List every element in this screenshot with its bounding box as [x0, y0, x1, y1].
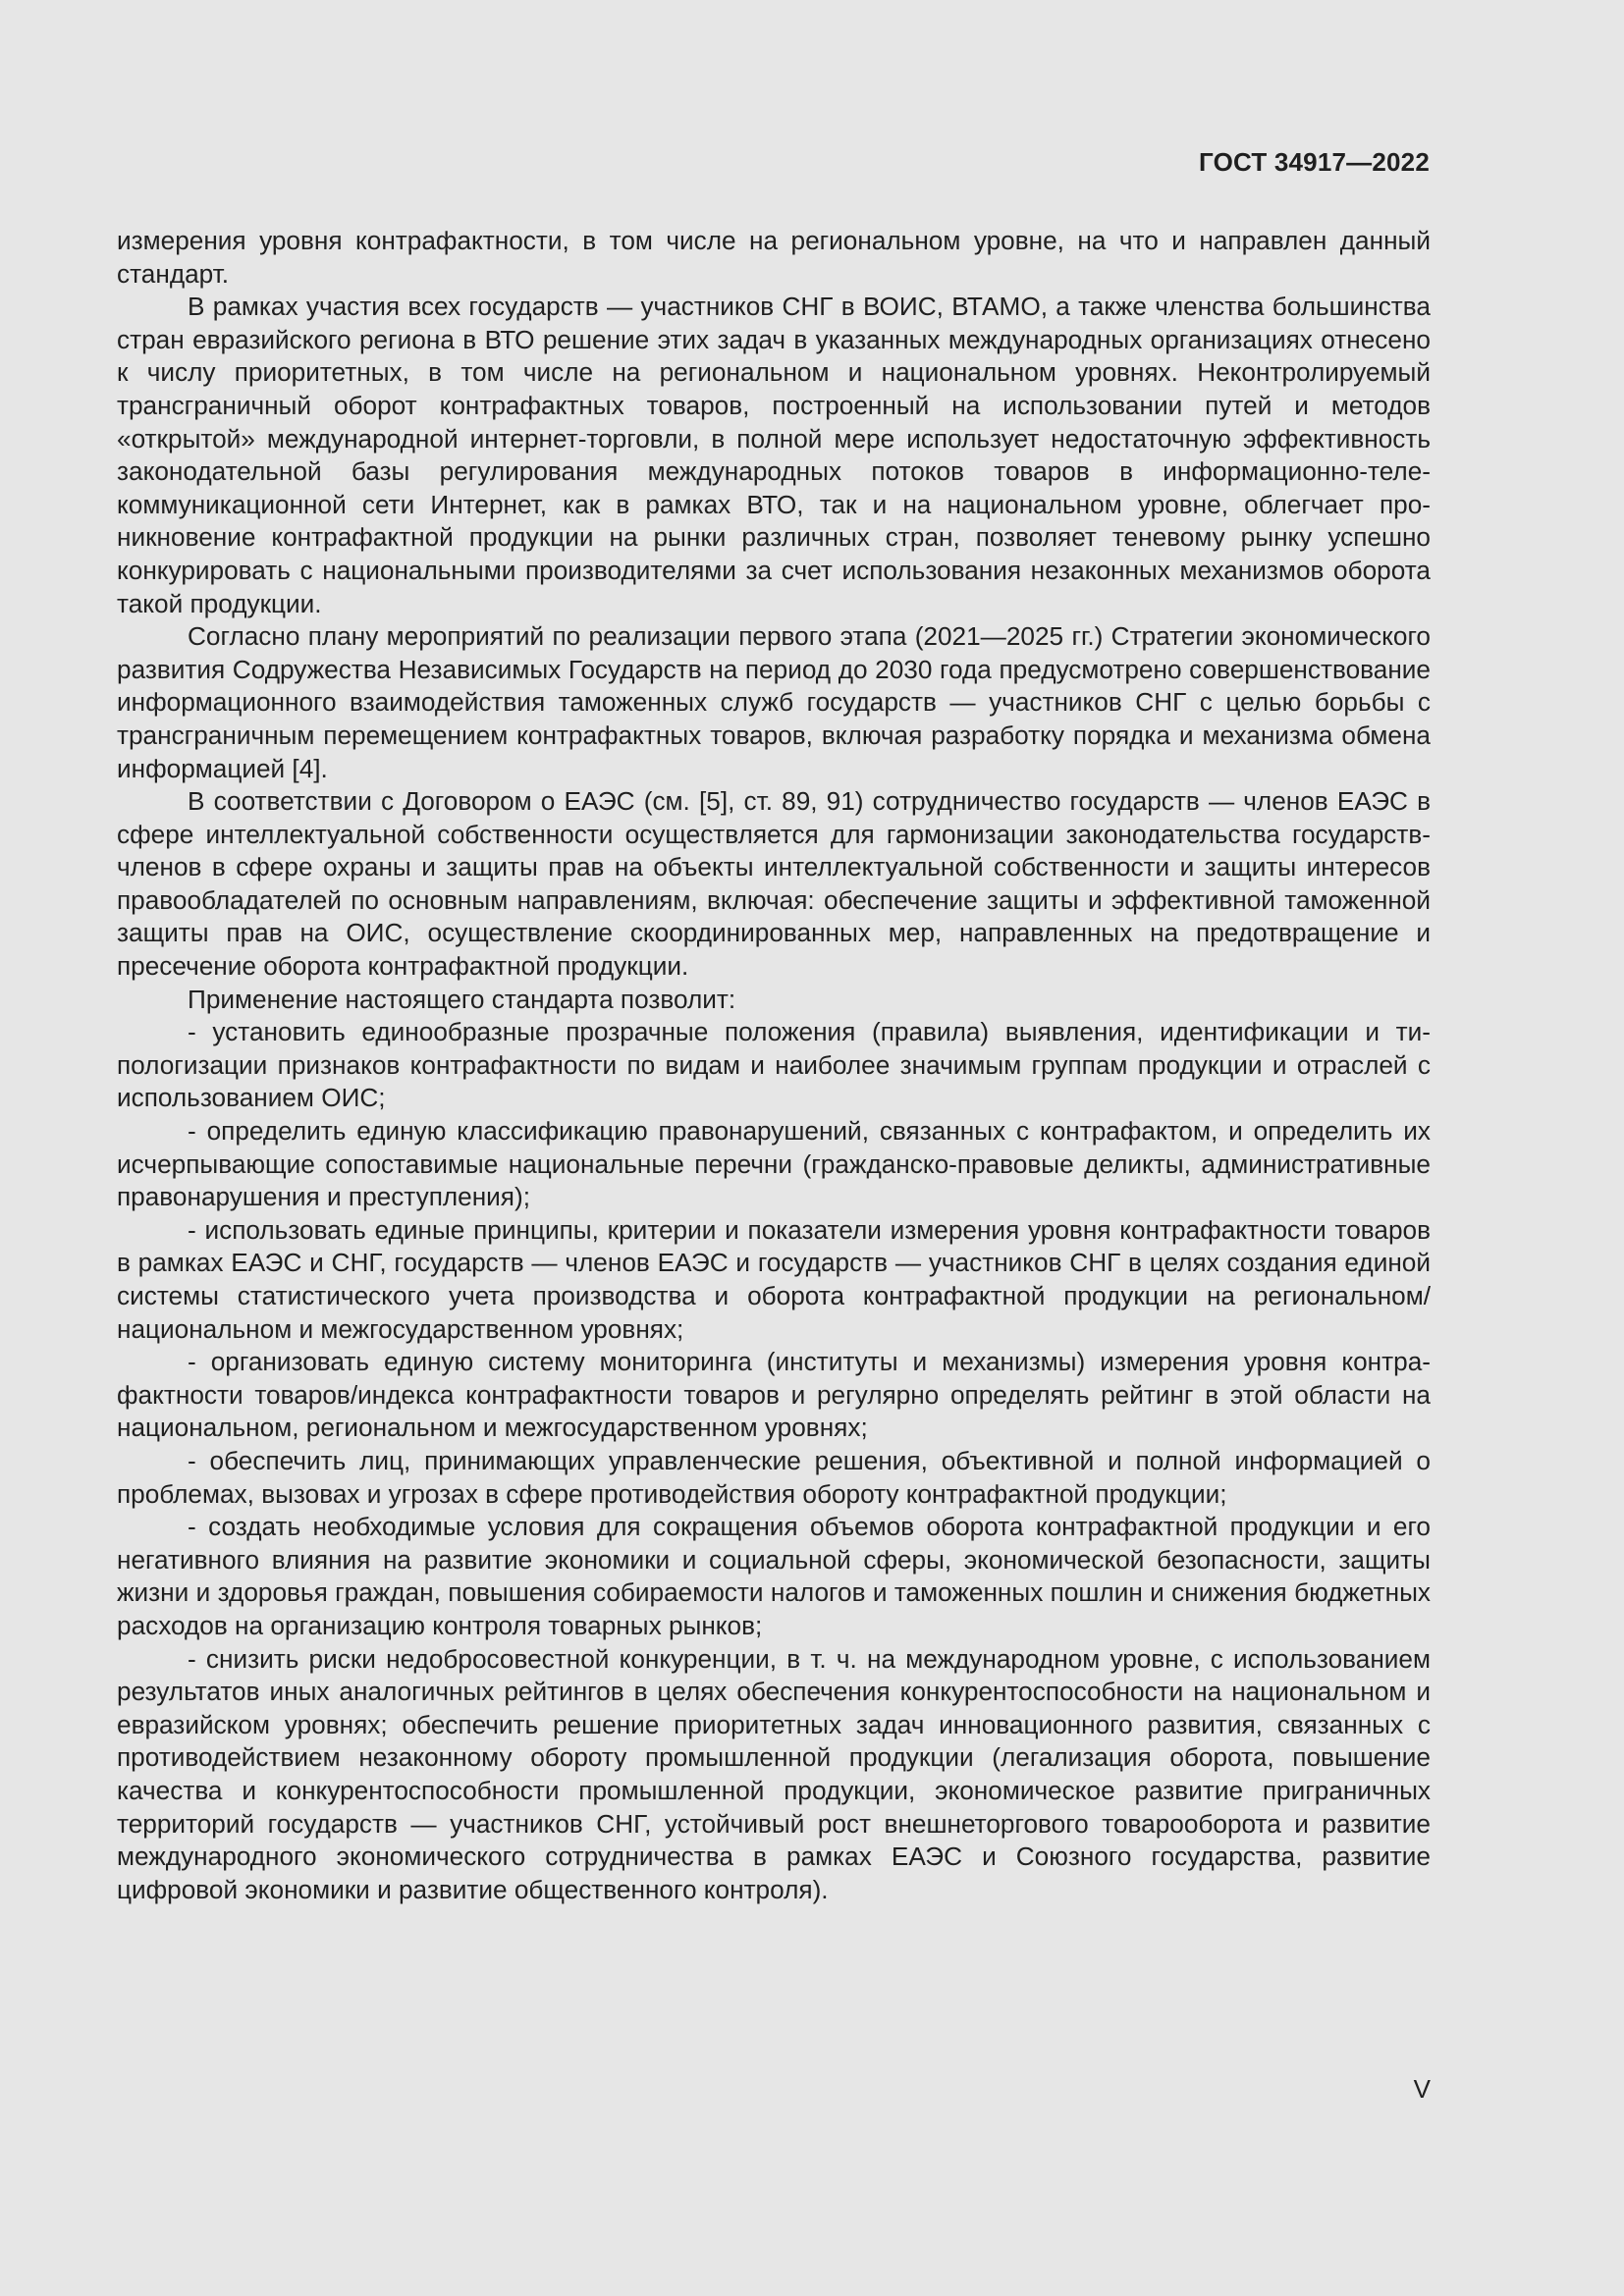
list-item-use-principles: - использовать единые принципы, критерии и показатели измерения уровня контрафактности товаров в рамках ЕАЭС и СНГ, государств — членов ЕАЭС и государств — участников СНГ в целях создания единой системы статистического учета производства и оборота контрафактной продукции на региональном/национальном и межгосударственном уровнях;: [117, 1214, 1431, 1344]
list-item-reduce-risks: - снизить риски недобросовестной конкуренции, в т. ч. на международном уровне, с использованием результатов иных аналогичных рейтингов в целях обеспечения конкурентоспособности на национальном и евразийском уровнях; обеспечить решение приоритетных задач инновационного развития, связанных с противодействием незаконному обороту промышленной продукции (легализация оборота, повышение качества и конкурентоспособности промышленной продукции, экономическое развитие приграничных территорий государств — участников СНГ, устойчивый рост внешнеторгового товарооборота и развитие международного экономического сотрудничества в рамках ЕАЭС и Союзного государства, развитие цифровой экономики и развитие общественного контроля).: [117, 1643, 1431, 1904]
list-item-define-classification: - определить единую классификацию правонарушений, связанных с контрафактом, и определить их исчерпывающие сопоставимые национальные перечни (гражданско-правовые деликты, административные правонарушения и преступления);: [117, 1116, 1431, 1212]
paragraph-strategy-plan: Согласно плану мероприятий по реализации первого этапа (2021—2025 гг.) Стратегии экономического развития Содружества Независимых Государств на период до 2030 года предусмотрено совершенствование информационного взаимодействия таможенных служб государств — участников СНГ с целью борьбы с трансграничным перемещением контрафактных товаров, включая разработку порядка и механизма обмена информацией [4].: [117, 621, 1431, 783]
paragraph-wto-participation: В рамках участия всех государств — участников СНГ в ВОИС, ВТАМО, а также членства большинства стран евразийского региона в ВТО решение этих задач в указанных международных организациях отнесено к числу приоритетных, в том числе на региональном и национальном уровнях. Неконтролируемый трансграничный оборот контрафактных товаров, построенный на использовании путей и методов «открытой» международной интернет-торговли, в полной мере использует недостаточную эффективность законодательной базы регулирования международных потоков товаров в информационно-телекоммуникационной сети Интернет, как в рамках ВТО, так и на национальном уровне, облегчает проникновение контрафактной продукции на рынки различных стран, позволяет теневому рынку успешно конкурировать с национальными производителями за счет использования незаконных механизмов оборота такой продукции.: [117, 292, 1431, 618]
document-header-title: ГОСТ 34917—2022: [1199, 147, 1430, 177]
paragraph-continuation: измерения уровня контрафактности, в том числе на региональном уровне, на что и направлен данный стандарт.: [117, 226, 1431, 289]
list-item-create-conditions: - создать необходимые условия для сокращения объемов оборота контрафактной продукции и его негативного влияния на развитие экономики и социальной сферы, экономической безопасности, защиты жизни и здоровья граждан, повышения собираемости налогов и таможенных пошлин и снижения бюджетных расходов на организацию контроля товарных рынков;: [117, 1512, 1431, 1640]
list-item-provide-information: - обеспечить лиц, принимающих управленческие решения, объективной и полной информацией о проблемах, вызовах и угрозах в сфере противодействия обороту контрафактной продукции;: [117, 1445, 1431, 1509]
paragraph-standard-application-intro: Применение настоящего стандарта позволит:: [188, 984, 736, 1014]
page-number: V: [1413, 2074, 1431, 2104]
list-item-monitoring-system: - организовать единую систему мониторинга (институты и механизмы) измерения уровня контрафактности товаров/индекса контрафактности товаров и регулярно определять рейтинг в этой области на национальном, региональном и межгосударственном уровнях;: [117, 1347, 1431, 1443]
paragraph-eaeu-treaty: В соответствии с Договором о ЕАЭС (см. [5], ст. 89, 91) сотрудничество государств — членов ЕАЭС в сфере интеллектуальной собственности осуществляется для гармонизации законодательства государств-членов в сфере охраны и защиты прав на объекты интеллектуальной собственности и защиты интересов правообладателей по основным направлениям, включая: обеспечение защиты и эффективной таможенной защиты прав на ОИС, осуществление скоординированных мер, направленных на предотвращение и пресечение оборота контрафактной продукции.: [117, 786, 1431, 982]
list-item-establish-rules: - установить единообразные прозрачные положения (правила) выявления, идентификации и типологизации признаков контрафактности по видам и наиболее значимым группам продукции и отраслей с использованием ОИС;: [117, 1017, 1431, 1113]
document-body: [117, 225, 1431, 1906]
